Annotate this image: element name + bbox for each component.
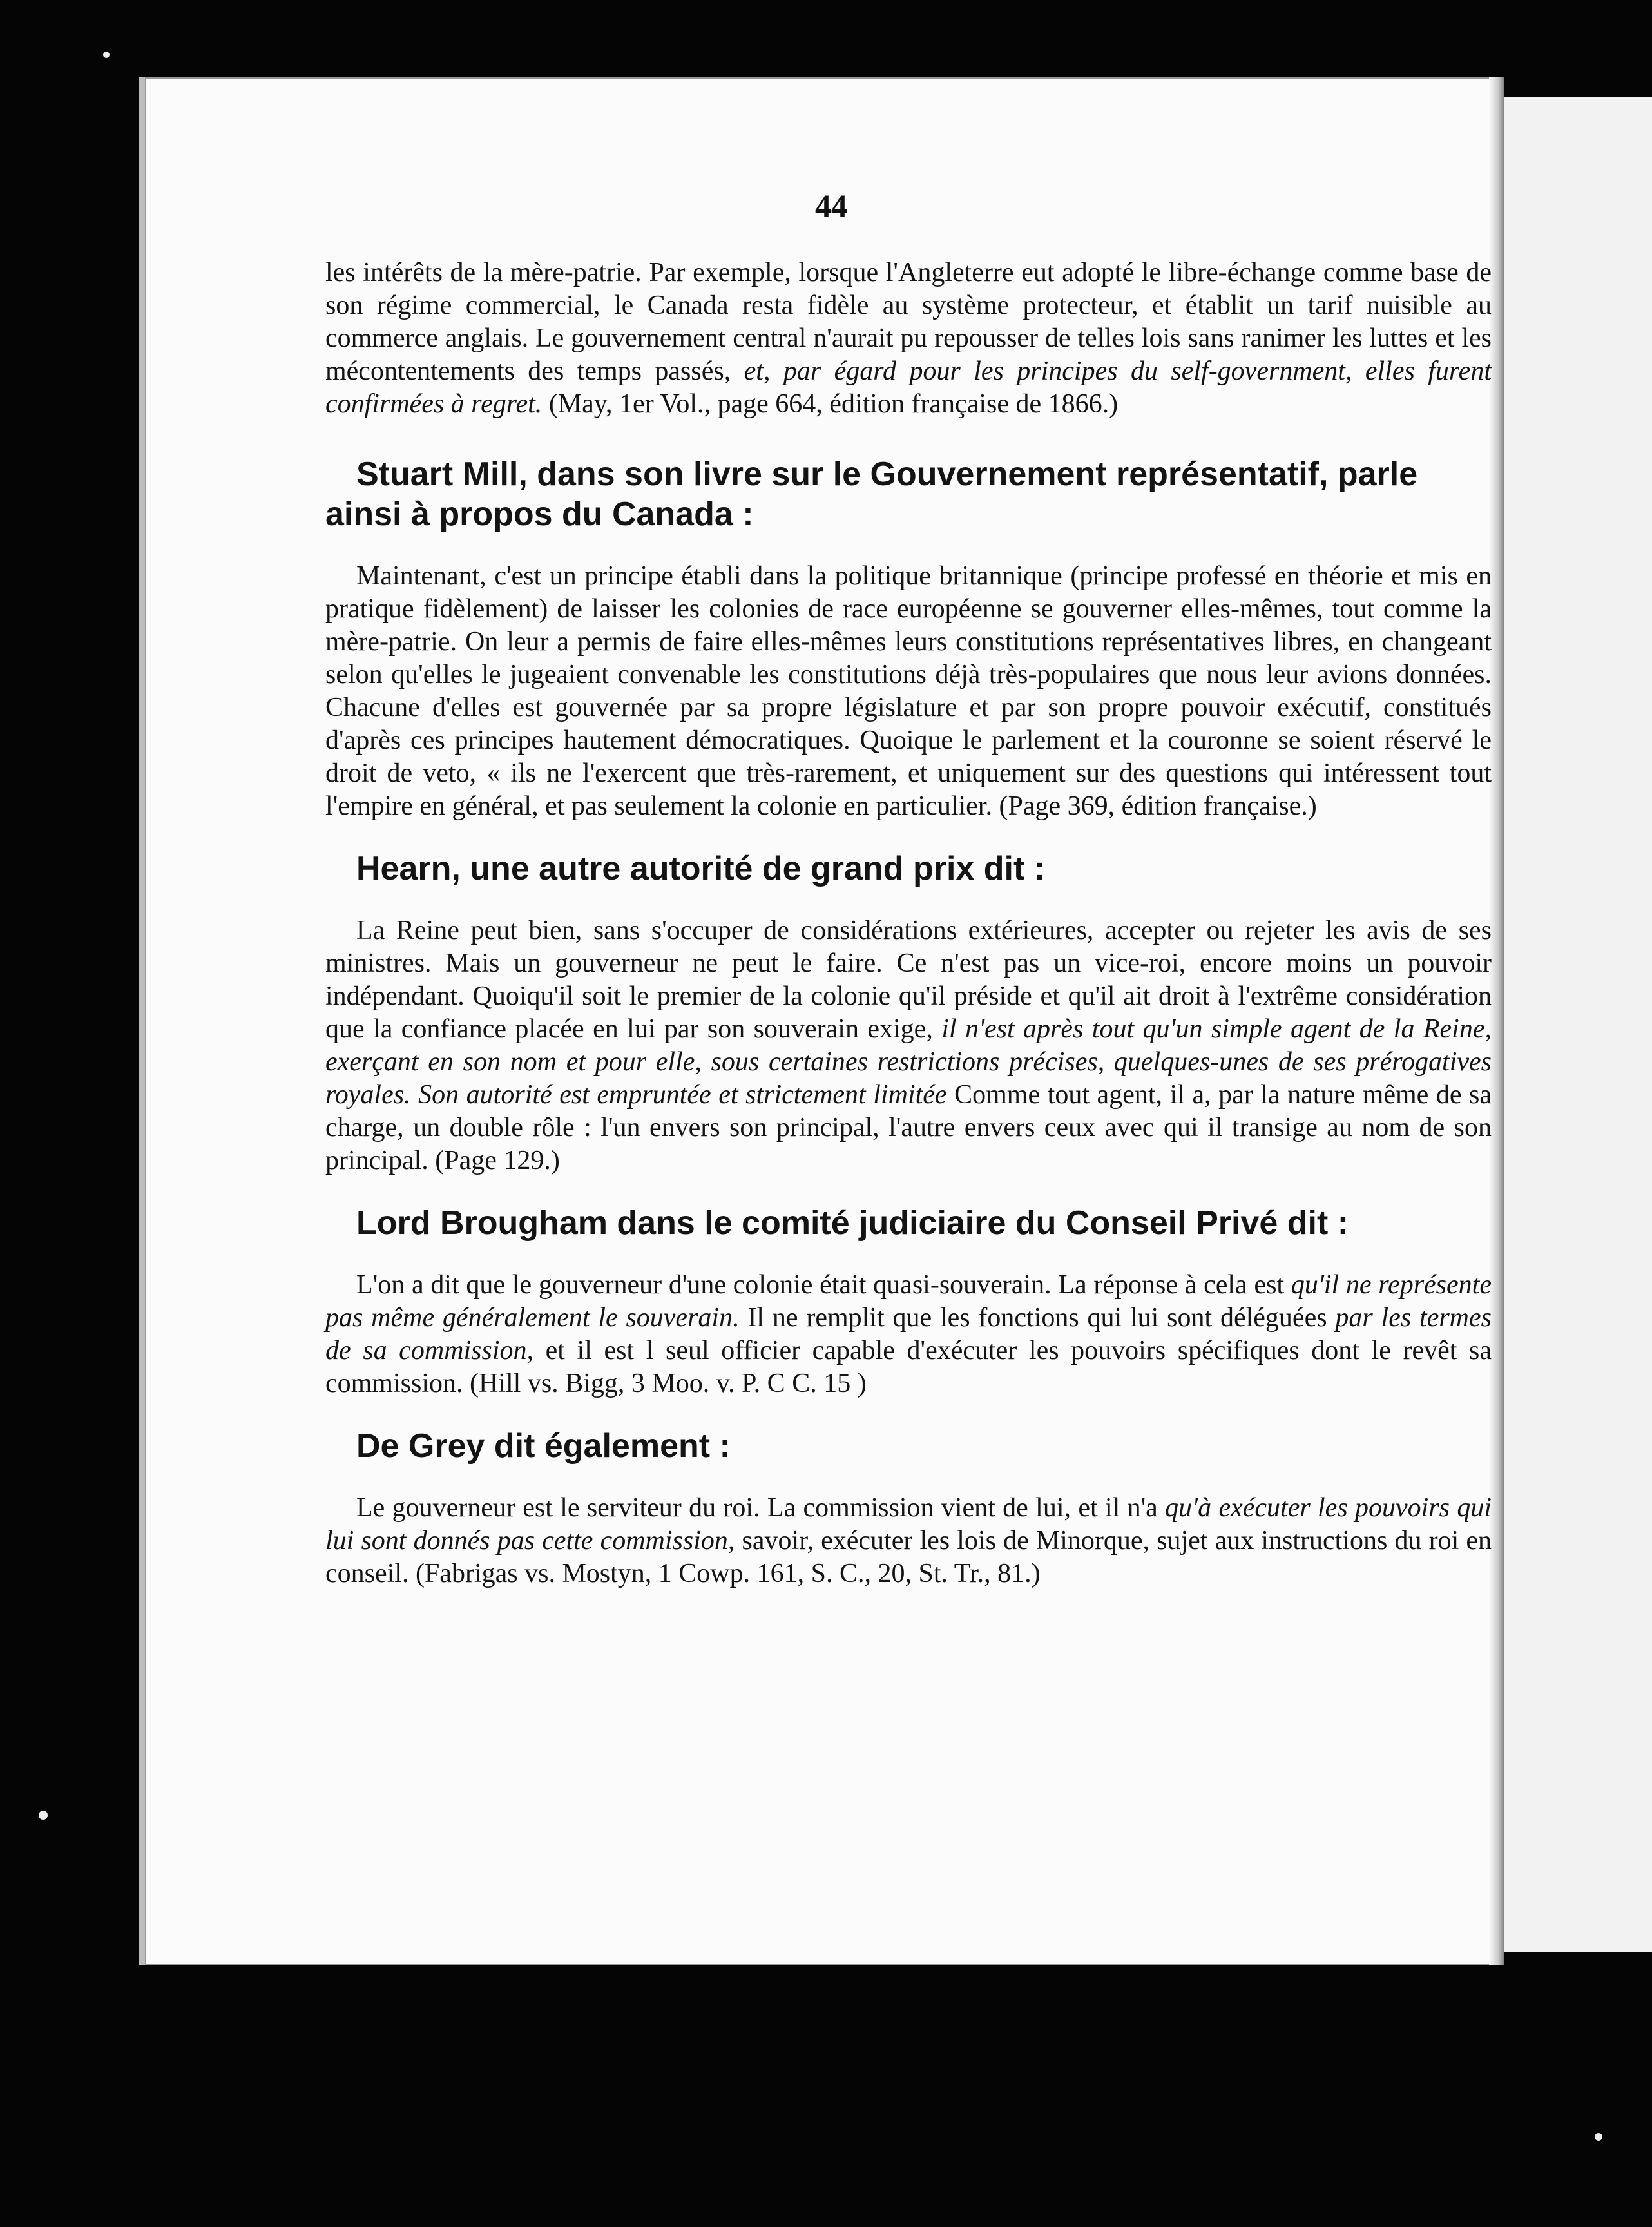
quote-italic-text: qu'à exécuter les pouvoirs qui lui sont donnés pas cette commission,: [325, 1493, 1492, 1556]
quote-text: Comme tout agent, il a, par la nature même de sa charge, un double rôle : l'un envers son principal, l'autre envers ceux avec qui il transige au nom de son principal. (Page 129.): [325, 1080, 1492, 1175]
quote-text: Le gouverneur est le serviteur du roi. La commission vient de lui, et il n'a: [356, 1493, 1166, 1523]
quote-italic-text: qu'il ne représente pas même généralement le souverain.: [325, 1270, 1492, 1333]
dust-speck: [1595, 2133, 1602, 2141]
quote-text: L'on a dit que le gouverneur d'une colonie était quasi-souverain. La réponse à cela est: [356, 1270, 1291, 1300]
quote-text: Maintenant, c'est un principe établi dans la politique britannique (principe professé en théorie et mis en pratique fidèlement) de laisser les colonies de race européenne se gouverner elles-mêmes, tout comme la mère-patrie. On leur a permis de faire elles-mêmes leurs constitutions représentatives libres, en changeant selon qu'elles le jugeaient convenable les constitutions déjà très-populaires que nous leur avions données. Chacune d'elles est gouvernée par sa propre législature et par son propre pouvoir exécutif, constitués d'après ces principes hautement démocratiques. Quoique le parlement et la couronne se soient réservé le droit de veto, « ils ne l'exercent que très-rarement, et uniquement sur des questions qui intéressent tout l'empire en général, et pas seulement la colonie en particulier. (Page 369, édition française.): [325, 561, 1492, 821]
quote-text: La Reine peut bien, sans s'occuper de considérations extérieures, accepter ou rejeter les avis de ses ministres. Mais un gouverneur ne peut le faire. Ce n'est pas un vice-roi, encore moins un pouvoir indépendant. Quoiqu'il soit le premier de la colonie qu'il préside et qu'il ait droit à l'extrême considération que la confiance placée en lui par son souverain exige,: [325, 916, 1492, 1044]
quote-text: Il ne remplit que les fonctions qui lui sont déléguées: [739, 1303, 1336, 1333]
quote-text: savoir, exécuter les lois de Minorque, sujet aux instructions du roi en conseil. (Fabrigas vs. Mostyn, 1 Cowp. 161, S. C., 20, St. Tr., 81.): [325, 1526, 1492, 1588]
quote-hearn: [325, 914, 1492, 1177]
intro-paragraph: [325, 256, 1492, 421]
intro-citation: (May, 1er Vol., page 664, édition française de 1866.): [542, 389, 1119, 419]
quote-stuart-mill: [325, 560, 1492, 823]
page-number: 44: [815, 188, 847, 224]
section-heading-hearn: Hearn, une autre autorité de grand prix dit :: [356, 850, 1046, 887]
quote-lord-brougham: [325, 1269, 1492, 1400]
page-content: [325, 256, 1492, 1590]
quote-de-grey: [325, 1492, 1492, 1590]
section-heading-stuart-mill: Stuart Mill, dans son livre sur le Gouvernement représentatif, parle ainsi à propos du Canada :: [325, 456, 1418, 533]
quote-italic-text: il n'est après tout qu'un simple agent de la Reine, exerçant en son nom et pour elle, sous certaines restrictions précises, quelques-unes de ses prérogatives royales. Son autorité est empruntée et strictement limitée: [325, 1014, 1492, 1110]
intro-text: les intérêts de la mère-patrie. Par exemple, lorsque l'Angleterre eut adopté le libre-échange comme base de son régime commercial, le Canada resta fidèle au système protecteur, et établit un tarif nuisible au commerce anglais. Le gouvernement central n'aurait pu repousser de telles lois sans ranimer les luttes et les mécontentements des temps passés,: [325, 258, 1492, 386]
section-heading-de-grey: De Grey dit également :: [356, 1427, 731, 1465]
section-heading-lord-brougham: Lord Brougham dans le comité judiciaire du Conseil Privé dit :: [356, 1204, 1349, 1242]
dust-speck: [103, 52, 110, 58]
dust-speck: [39, 1811, 48, 1820]
intro-italic-text: et, par égard pour les principes du self-government, elles furent confirmées à regret.: [325, 356, 1492, 419]
quote-text: et il est l seul officier capable d'exécuter les pouvoirs spécifiques dont le revêt sa commission. (Hill vs. Bigg, 3 Moo. v. P. C C. 15 ): [325, 1336, 1492, 1398]
quote-italic-text: par les termes de sa commission,: [325, 1303, 1492, 1365]
book-page: [139, 77, 1504, 1965]
